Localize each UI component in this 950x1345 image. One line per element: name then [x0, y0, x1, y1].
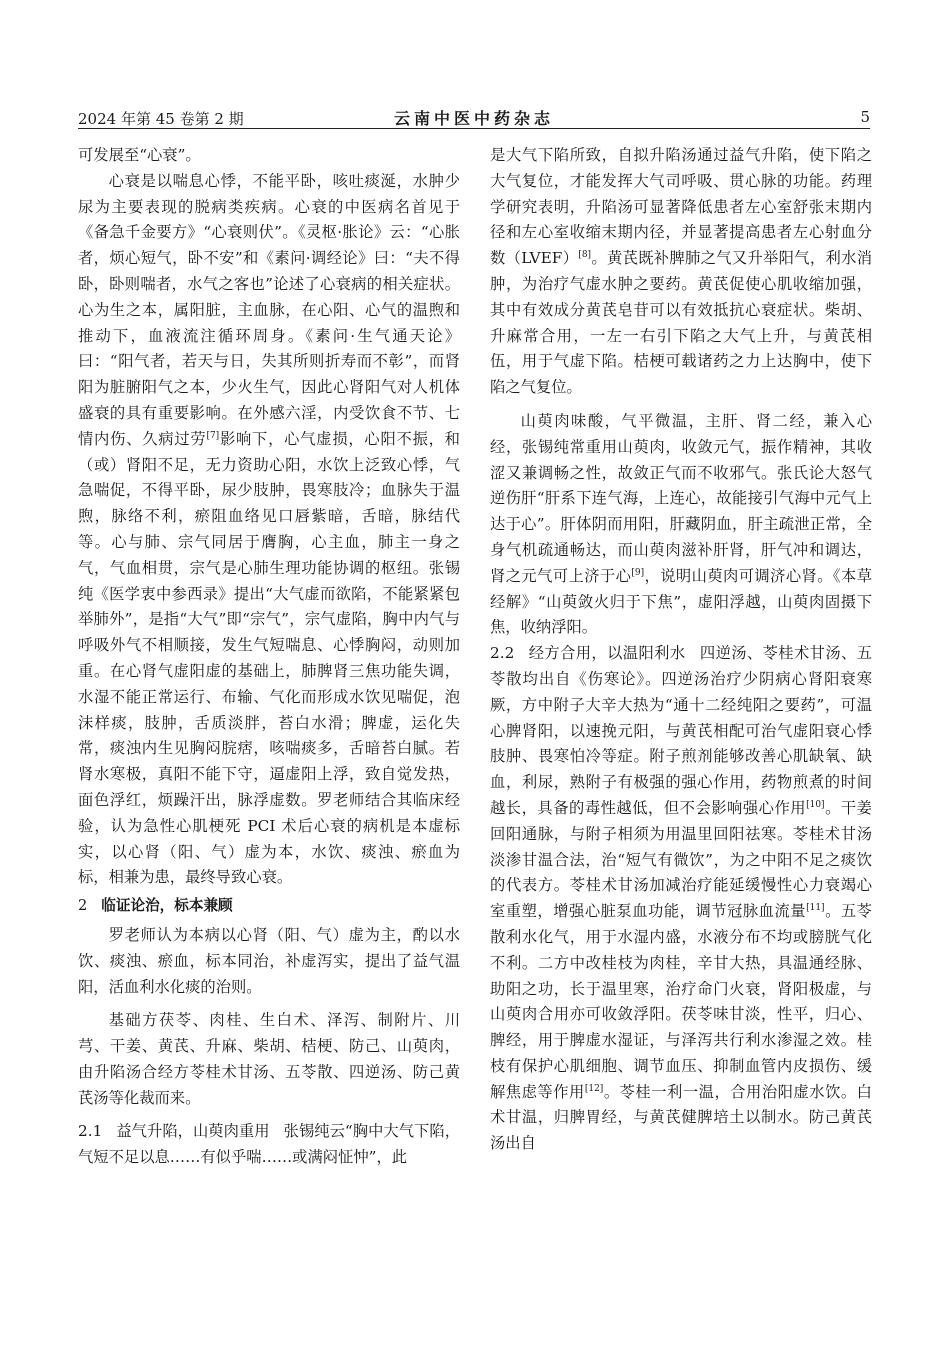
- subsection-title: 益气升陷，山萸肉重用: [116, 1122, 270, 1141]
- issue-info: 2024 年第 45 卷第 2 期: [78, 110, 244, 128]
- paragraph: 罗老师认为本病以心肾（阳、气）虚为主，酌以水饮、痰浊、瘀血，标本同治，补虚泻实，提出了益气温阳，活血利水化痰的治则。: [78, 925, 460, 996]
- subsection-title: 经方合用，以温阳利水: [528, 644, 686, 663]
- subsection: 2.2 经方合用，以温阳利水 四逆汤、苓桂术甘汤、五苓散均出自《伤寒论》。四逆汤治疗少阴病心肾阳衰寒厥，方中附子大辛大热为“通十二经纯阳之要药”，可温心脾肾阳，以速挽元阳，与黄芪相配可治气虚阳衰心悸肢肿、畏寒怕冷等症。附子煎剂能够改善心肌缺氧、缺血，利尿，熟附子有极强的强心作用，药物煎煮的时间越长，具备的毒性越低，但不会影响强心作用[10]。干姜回阳通脉，与附子相须为用温里回阳祛寒。苓桂术甘汤淡渗甘温合法，治“短气有微饮”，为之中阳不足之痰饮的代表方。苓桂术甘汤加减治疗能延缓慢性心力衰竭心室重塑，增强心脏泵血功能，调节冠脉血流量[11]。五苓散利水化气，用于水湿内盛，水液分布不均或膀胱气化不利。二方中改桂枝为肉桂，辛甘大热，具温通经脉、助阳之功，长于温里寒，治疗命门火衰，肾阳极虚，与山萸肉合用亦可收敛浮阳。茯苓味甘淡，性平，归心、脾经，用于脾虚水湿证，与泽泻共行利水渗湿之效。桂枝有保护心肌细胞、调节血压、抑制血管内皮损伤、缓解焦虑等作用[12]。苓桂一利一温，合用治阳虚水饮。白术甘温，归脾胃经，与黄芪健脾培土以制水。防己黄芪汤出自: [490, 644, 872, 1153]
- section-heading: [78, 893, 460, 919]
- section-number: 2: [78, 897, 88, 915]
- citation-ref: [12]: [584, 1083, 604, 1094]
- subsection-number: 2.1: [78, 1122, 103, 1141]
- paragraph: 基础方茯苓、肉桂、生白术、泽泻、制附片、川芎、干姜、黄芪、升麻、柴胡、桔梗、防己、山萸肉，由升陷汤合经方苓桂术甘汤、五苓散、四逆汤、防己黄芪汤等化裁而来。: [78, 1011, 460, 1107]
- journal-title: 云南中医中药杂志: [393, 109, 554, 128]
- paragraph: 心衰是以喘息心悸，不能平卧，咳吐痰涎，水肿少尿为主要表现的脱病类疾病。心衰的中医病名首见于《备急千金要方》“心衰则伏”。《灵枢·胀论》云：“心胀者，烦心短气，卧不安”和《素问·调经论》曰：“夫不得卧，卧则喘者，水气之客也”论述了心衰病的相关症状。心为生之本，属阳脏，主血脉，在心阳、心气的温煦和推动下，血液流注循环周身。《素问·生气通天论》曰：“阳气者，若天与日，失其所则折寿而不彰”，而肾阳为脏腑阳气之本，少火生气，因此心肾阳气对人机体盛衰的具有重要影响。在外感六淫，内受饮食不节、七情内伤、久病过劳[7]影响下，心气虚损，心阳不振，和（或）肾阳不足，无力资助心阳，水饮上泛致心悸，气急喘促，不得平卧，尿少肢肿，畏寒肢冷；血脉失于温煦，脉络不利，瘀阻血络见口唇紫暗，舌暗，脉结代等。心与肺、宗气同居于膺胸，心主血，肺主一身之气，气血相贯，宗气是心肺生理功能协调的枢纽。张锡纯《医学衷中参西录》提出“大气虚而欲陷，不能紧紧包举肺外”，是指“大气”即“宗气”，宗气虚陷，胸中内气与呼吸外气不相顺接，发生气短喘息、心悸胸闷，动则加重。在心肾气虚阳虚的基础上，肺脾肾三焦功能失调，水湿不能正常运行、布输、气化而形成水饮见喘促，泡沫样痰，肢肿，舌质淡胖，苔白水滑；脾虚，运化失常，痰浊内生见胸闷脘痞，咳喘痰多，舌暗苔白腻。若肾水寒极，真阳不能下守，逼虚阳上浮，致自觉发热，面色浮红，烦躁汗出，脉浮虚数。罗老师结合其临床经验，认为急性心肌梗死 PCI 术后心衰的病机是本虚标实，以心肾（阳、气）虚为本，水饮、痰浊、瘀血为标，相兼为患，最终导致心衰。: [78, 171, 460, 887]
- citation-ref: [9]: [631, 567, 645, 578]
- citation-ref: [8]: [578, 250, 592, 261]
- right-column: [490, 143, 872, 1157]
- paragraph: 可发展至“心衰”。: [78, 146, 201, 164]
- paragraph: 是大气下陷所致，自拟升陷汤通过益气升陷，使下陷之大气复位，才能发挥大气司呼吸、贯心脉的功能。药理学研究表明，升陷汤可显著降低患者左心室舒张末期内径和左心室收缩末期内径，并显著提高患者左心射血分数（LVEF）[8]。黄芪既补脾肺之气又升举阳气，利水消肿，为治疗气虚水肿之要药。黄芪促使心肌收缩加强，其中有效成分黄芪皂苷可以有效抵抗心衰症状。柴胡、升麻常合用，一左一右引下陷之大气上升，与黄芪相伍，用于气虚下陷。桔梗可载诸药之力上达胸中，使下陷之气复位。: [490, 146, 872, 397]
- header-rule: [78, 128, 870, 129]
- section-title: 临证论治，标本兼顾: [101, 897, 233, 915]
- page-number: 5: [860, 108, 870, 126]
- subsection: 2.1 益气升陷，山萸肉重用 张锡纯云“胸中大气下陷，气短不足以息……有似乎喘……或满闷怔忡”，此: [78, 1122, 460, 1167]
- citation-ref: [7]: [206, 430, 220, 441]
- subsection-number: 2.2: [490, 644, 515, 663]
- left-column: [78, 143, 460, 1171]
- citation-ref: [10]: [806, 799, 825, 810]
- paragraph: 山萸肉味酸，气平微温，主肝、肾二经，兼入心经，张锡纯常重用山萸肉，收敛元气，振作精神，其收涩又兼调畅之性，故敛正气而不收邪气。张氏论大怒气逆伤肝“肝系下连气海，上连心，故能接引气海中元气上达于心”。肝体阴而用阳，肝藏阴血，肝主疏泄正常，全身气机疏通畅达，而山萸肉滋补肝肾，肝气冲和调达，肾之元气可上济于心[9]，说明山萸肉可调济心肾。《本草经解》“山萸敛火归于下焦”，虚阳浮越，山萸肉固摄下焦，收纳浮阳。: [490, 411, 872, 637]
- page-header: [78, 106, 870, 128]
- citation-ref: [11]: [806, 903, 825, 914]
